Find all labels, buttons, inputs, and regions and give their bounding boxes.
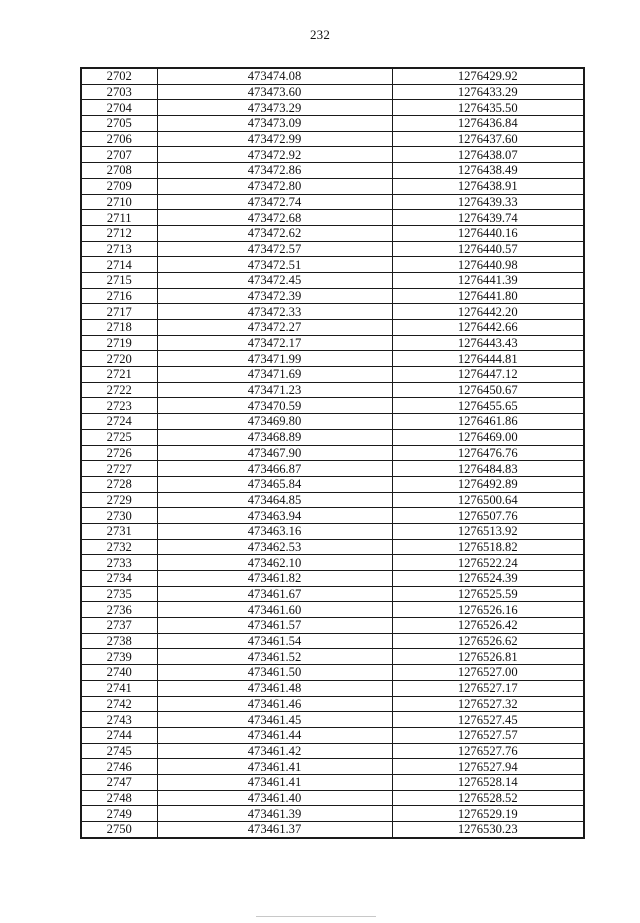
x-coordinate-cell: 473472.86 xyxy=(157,163,392,179)
y-coordinate-cell: 1276527.94 xyxy=(392,759,584,775)
y-coordinate-cell: 1276440.16 xyxy=(392,225,584,241)
table-row xyxy=(81,414,584,430)
point-number-cell: 2730 xyxy=(81,508,157,524)
point-number-cell: 2718 xyxy=(81,320,157,336)
table-row xyxy=(81,445,584,461)
x-coordinate-cell: 473472.92 xyxy=(157,147,392,163)
y-coordinate-cell: 1276527.57 xyxy=(392,727,584,743)
y-coordinate-cell: 1276513.92 xyxy=(392,523,584,539)
y-coordinate-cell: 1276492.89 xyxy=(392,476,584,492)
point-number-cell: 2706 xyxy=(81,131,157,147)
x-coordinate-cell: 473471.23 xyxy=(157,382,392,398)
x-coordinate-cell: 473461.54 xyxy=(157,633,392,649)
x-coordinate-cell: 473461.37 xyxy=(157,822,392,838)
x-coordinate-cell: 473464.85 xyxy=(157,492,392,508)
y-coordinate-cell: 1276437.60 xyxy=(392,131,584,147)
x-coordinate-cell: 473461.57 xyxy=(157,618,392,634)
x-coordinate-cell: 473473.09 xyxy=(157,116,392,132)
point-number-cell: 2738 xyxy=(81,633,157,649)
table-row xyxy=(81,649,584,665)
table-row xyxy=(81,288,584,304)
point-number-cell: 2750 xyxy=(81,822,157,838)
point-number-cell: 2740 xyxy=(81,665,157,681)
y-coordinate-cell: 1276524.39 xyxy=(392,571,584,587)
y-coordinate-cell: 1276527.76 xyxy=(392,743,584,759)
page-number: 232 xyxy=(309,27,331,42)
y-coordinate-cell: 1276444.81 xyxy=(392,351,584,367)
x-coordinate-cell: 473474.08 xyxy=(157,68,392,84)
point-number-cell: 2702 xyxy=(81,68,157,84)
x-coordinate-cell: 473472.27 xyxy=(157,320,392,336)
point-number-cell: 2725 xyxy=(81,429,157,445)
y-coordinate-cell: 1276461.86 xyxy=(392,414,584,430)
x-coordinate-cell: 473473.29 xyxy=(157,100,392,116)
table-row xyxy=(81,476,584,492)
point-number-cell: 2744 xyxy=(81,727,157,743)
x-coordinate-cell: 473472.51 xyxy=(157,257,392,273)
point-number-cell: 2710 xyxy=(81,194,157,210)
point-number-cell: 2735 xyxy=(81,586,157,602)
table-row xyxy=(81,539,584,555)
point-number-cell: 2746 xyxy=(81,759,157,775)
table-row xyxy=(81,367,584,383)
y-coordinate-cell: 1276441.80 xyxy=(392,288,584,304)
x-coordinate-cell: 473466.87 xyxy=(157,461,392,477)
point-number-cell: 2728 xyxy=(81,476,157,492)
x-coordinate-cell: 473461.50 xyxy=(157,665,392,681)
table-row xyxy=(81,461,584,477)
y-coordinate-cell: 1276439.74 xyxy=(392,210,584,226)
table-row xyxy=(81,241,584,257)
x-coordinate-cell: 473472.99 xyxy=(157,131,392,147)
point-number-cell: 2724 xyxy=(81,414,157,430)
y-coordinate-cell: 1276435.50 xyxy=(392,100,584,116)
point-number-cell: 2707 xyxy=(81,147,157,163)
table-row xyxy=(81,743,584,759)
x-coordinate-cell: 473462.53 xyxy=(157,539,392,555)
y-coordinate-cell: 1276484.83 xyxy=(392,461,584,477)
table-row xyxy=(81,618,584,634)
x-coordinate-cell: 473472.39 xyxy=(157,288,392,304)
x-coordinate-cell: 473471.99 xyxy=(157,351,392,367)
x-coordinate-cell: 473467.90 xyxy=(157,445,392,461)
point-number-cell: 2714 xyxy=(81,257,157,273)
table-row xyxy=(81,68,584,84)
table-row xyxy=(81,759,584,775)
x-coordinate-cell: 473461.41 xyxy=(157,774,392,790)
y-coordinate-cell: 1276440.57 xyxy=(392,241,584,257)
y-coordinate-cell: 1276528.14 xyxy=(392,774,584,790)
point-number-cell: 2745 xyxy=(81,743,157,759)
table-row xyxy=(81,680,584,696)
y-coordinate-cell: 1276500.64 xyxy=(392,492,584,508)
point-number-cell: 2715 xyxy=(81,272,157,288)
table-row xyxy=(81,398,584,414)
y-coordinate-cell: 1276441.39 xyxy=(392,272,584,288)
point-number-cell: 2723 xyxy=(81,398,157,414)
table-row xyxy=(81,429,584,445)
scan-artifact-line xyxy=(256,916,376,917)
table-row xyxy=(81,351,584,367)
point-number-cell: 2731 xyxy=(81,523,157,539)
y-coordinate-cell: 1276443.43 xyxy=(392,335,584,351)
table-row xyxy=(81,727,584,743)
x-coordinate-cell: 473461.41 xyxy=(157,759,392,775)
y-coordinate-cell: 1276429.92 xyxy=(392,68,584,84)
table-row xyxy=(81,131,584,147)
point-number-cell: 2748 xyxy=(81,790,157,806)
x-coordinate-cell: 473461.67 xyxy=(157,586,392,602)
table-row xyxy=(81,586,584,602)
point-number-cell: 2739 xyxy=(81,649,157,665)
table-row xyxy=(81,633,584,649)
point-number-cell: 2716 xyxy=(81,288,157,304)
table-row xyxy=(81,492,584,508)
x-coordinate-cell: 473461.46 xyxy=(157,696,392,712)
y-coordinate-cell: 1276442.66 xyxy=(392,320,584,336)
point-number-cell: 2721 xyxy=(81,367,157,383)
y-coordinate-cell: 1276526.81 xyxy=(392,649,584,665)
y-coordinate-cell: 1276522.24 xyxy=(392,555,584,571)
table-row xyxy=(81,790,584,806)
table-row xyxy=(81,822,584,838)
y-coordinate-cell: 1276436.84 xyxy=(392,116,584,132)
table-row xyxy=(81,84,584,100)
y-coordinate-cell: 1276518.82 xyxy=(392,539,584,555)
y-coordinate-cell: 1276439.33 xyxy=(392,194,584,210)
point-number-cell: 2743 xyxy=(81,712,157,728)
x-coordinate-cell: 473461.82 xyxy=(157,571,392,587)
y-coordinate-cell: 1276438.91 xyxy=(392,178,584,194)
coordinates-table-body xyxy=(81,68,584,838)
y-coordinate-cell: 1276525.59 xyxy=(392,586,584,602)
table-row xyxy=(81,147,584,163)
point-number-cell: 2726 xyxy=(81,445,157,461)
y-coordinate-cell: 1276527.32 xyxy=(392,696,584,712)
table-row xyxy=(81,194,584,210)
y-coordinate-cell: 1276469.00 xyxy=(392,429,584,445)
x-coordinate-cell: 473472.62 xyxy=(157,225,392,241)
point-number-cell: 2712 xyxy=(81,225,157,241)
x-coordinate-cell: 473473.60 xyxy=(157,84,392,100)
y-coordinate-cell: 1276447.12 xyxy=(392,367,584,383)
point-number-cell: 2733 xyxy=(81,555,157,571)
y-coordinate-cell: 1276527.45 xyxy=(392,712,584,728)
x-coordinate-cell: 473472.80 xyxy=(157,178,392,194)
x-coordinate-cell: 473465.84 xyxy=(157,476,392,492)
x-coordinate-cell: 473472.74 xyxy=(157,194,392,210)
point-number-cell: 2720 xyxy=(81,351,157,367)
table-row xyxy=(81,335,584,351)
x-coordinate-cell: 473461.52 xyxy=(157,649,392,665)
table-row xyxy=(81,272,584,288)
y-coordinate-cell: 1276433.29 xyxy=(392,84,584,100)
y-coordinate-cell: 1276450.67 xyxy=(392,382,584,398)
table-row xyxy=(81,508,584,524)
point-number-cell: 2722 xyxy=(81,382,157,398)
table-row xyxy=(81,555,584,571)
x-coordinate-cell: 473468.89 xyxy=(157,429,392,445)
point-number-cell: 2709 xyxy=(81,178,157,194)
point-number-cell: 2711 xyxy=(81,210,157,226)
table-row xyxy=(81,116,584,132)
x-coordinate-cell: 473471.69 xyxy=(157,367,392,383)
table-row xyxy=(81,178,584,194)
point-number-cell: 2717 xyxy=(81,304,157,320)
point-number-cell: 2737 xyxy=(81,618,157,634)
y-coordinate-cell: 1276526.62 xyxy=(392,633,584,649)
x-coordinate-cell: 473469.80 xyxy=(157,414,392,430)
table-row xyxy=(81,100,584,116)
table-row xyxy=(81,163,584,179)
table-row xyxy=(81,382,584,398)
x-coordinate-cell: 473472.68 xyxy=(157,210,392,226)
point-number-cell: 2734 xyxy=(81,571,157,587)
table-row xyxy=(81,320,584,336)
point-number-cell: 2741 xyxy=(81,680,157,696)
point-number-cell: 2747 xyxy=(81,774,157,790)
point-number-cell: 2727 xyxy=(81,461,157,477)
x-coordinate-cell: 473461.42 xyxy=(157,743,392,759)
coordinates-table xyxy=(80,67,585,839)
table-row xyxy=(81,665,584,681)
point-number-cell: 2705 xyxy=(81,116,157,132)
y-coordinate-cell: 1276527.17 xyxy=(392,680,584,696)
point-number-cell: 2704 xyxy=(81,100,157,116)
x-coordinate-cell: 473461.44 xyxy=(157,727,392,743)
table-row xyxy=(81,304,584,320)
x-coordinate-cell: 473461.40 xyxy=(157,790,392,806)
x-coordinate-cell: 473472.57 xyxy=(157,241,392,257)
table-row xyxy=(81,602,584,618)
table-row xyxy=(81,806,584,822)
y-coordinate-cell: 1276526.42 xyxy=(392,618,584,634)
point-number-cell: 2713 xyxy=(81,241,157,257)
x-coordinate-cell: 473462.10 xyxy=(157,555,392,571)
y-coordinate-cell: 1276438.49 xyxy=(392,163,584,179)
x-coordinate-cell: 473461.45 xyxy=(157,712,392,728)
x-coordinate-cell: 473461.48 xyxy=(157,680,392,696)
x-coordinate-cell: 473463.16 xyxy=(157,523,392,539)
table-row xyxy=(81,696,584,712)
point-number-cell: 2703 xyxy=(81,84,157,100)
x-coordinate-cell: 473472.33 xyxy=(157,304,392,320)
point-number-cell: 2719 xyxy=(81,335,157,351)
y-coordinate-cell: 1276507.76 xyxy=(392,508,584,524)
y-coordinate-cell: 1276528.52 xyxy=(392,790,584,806)
y-coordinate-cell: 1276527.00 xyxy=(392,665,584,681)
point-number-cell: 2736 xyxy=(81,602,157,618)
x-coordinate-cell: 473472.45 xyxy=(157,272,392,288)
table-row xyxy=(81,210,584,226)
y-coordinate-cell: 1276476.76 xyxy=(392,445,584,461)
y-coordinate-cell: 1276438.07 xyxy=(392,147,584,163)
x-coordinate-cell: 473463.94 xyxy=(157,508,392,524)
point-number-cell: 2708 xyxy=(81,163,157,179)
x-coordinate-cell: 473461.39 xyxy=(157,806,392,822)
table-row xyxy=(81,523,584,539)
table-row xyxy=(81,257,584,273)
y-coordinate-cell: 1276526.16 xyxy=(392,602,584,618)
table-row xyxy=(81,712,584,728)
x-coordinate-cell: 473461.60 xyxy=(157,602,392,618)
y-coordinate-cell: 1276529.19 xyxy=(392,806,584,822)
point-number-cell: 2749 xyxy=(81,806,157,822)
table-row xyxy=(81,774,584,790)
table-row xyxy=(81,225,584,241)
y-coordinate-cell: 1276530.23 xyxy=(392,822,584,838)
point-number-cell: 2732 xyxy=(81,539,157,555)
x-coordinate-cell: 473472.17 xyxy=(157,335,392,351)
table-row xyxy=(81,571,584,587)
point-number-cell: 2742 xyxy=(81,696,157,712)
y-coordinate-cell: 1276440.98 xyxy=(392,257,584,273)
y-coordinate-cell: 1276455.65 xyxy=(392,398,584,414)
y-coordinate-cell: 1276442.20 xyxy=(392,304,584,320)
point-number-cell: 2729 xyxy=(81,492,157,508)
x-coordinate-cell: 473470.59 xyxy=(157,398,392,414)
